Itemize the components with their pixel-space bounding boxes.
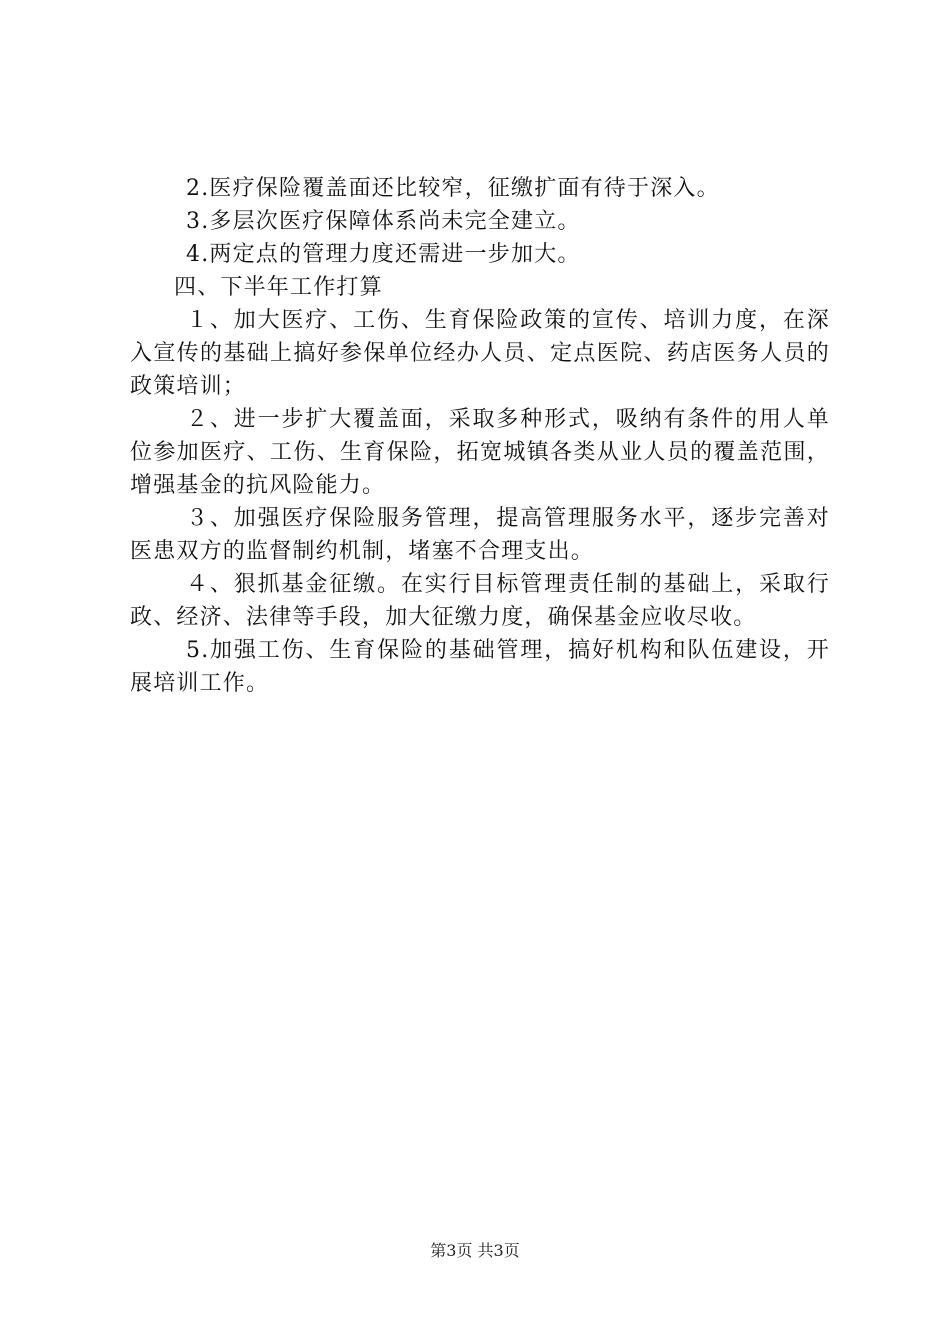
paragraph-issue-2: 2.医疗保险覆盖面还比较窄，征缴扩面有待于深入。 xyxy=(186,176,720,201)
paragraph-plan-2: ２、进一步扩大覆盖面，采取多种形式，吸纳有条件的用人单位参加医疗、工伤、生育保险，拓宽城镇各类从业人员的覆盖范围，增强基金的抗风险能力。 xyxy=(130,407,830,498)
paragraph-issue-4: 4.两定点的管理力度还需进一步加大。 xyxy=(186,242,581,267)
paragraph-plan-3: ３、加强医疗保险服务管理，提高管理服务水平，逐步完善对医患双方的监督制约机制，堵塞不合理支出。 xyxy=(130,506,830,564)
page-footer xyxy=(0,1241,950,1261)
paragraph-plan-1: １、加大医疗、工伤、生育保险政策的宣传、培训力度，在深入宣传的基础上搞好参保单位经办人员、定点医院、药店医务人员的政策培训； xyxy=(130,308,830,399)
paragraph-plan-5: 5.加强工伤、生育保险的基础管理，搞好机构和队伍建设，开展培训工作。 xyxy=(130,638,830,696)
paragraph-plan-4: ４、狠抓基金征缴。在实行目标管理责任制的基础上，采取行政、经济、法律等手段，加大征缴力度，确保基金应收尽收。 xyxy=(130,572,830,630)
section-heading-plan: 四、下半年工作打算 xyxy=(174,275,383,300)
paragraph-issue-3: 3.多层次医疗保障体系尚未完全建立。 xyxy=(186,209,581,234)
document-body xyxy=(130,172,830,700)
page-number: 第3页 共3页 xyxy=(430,1241,520,1260)
